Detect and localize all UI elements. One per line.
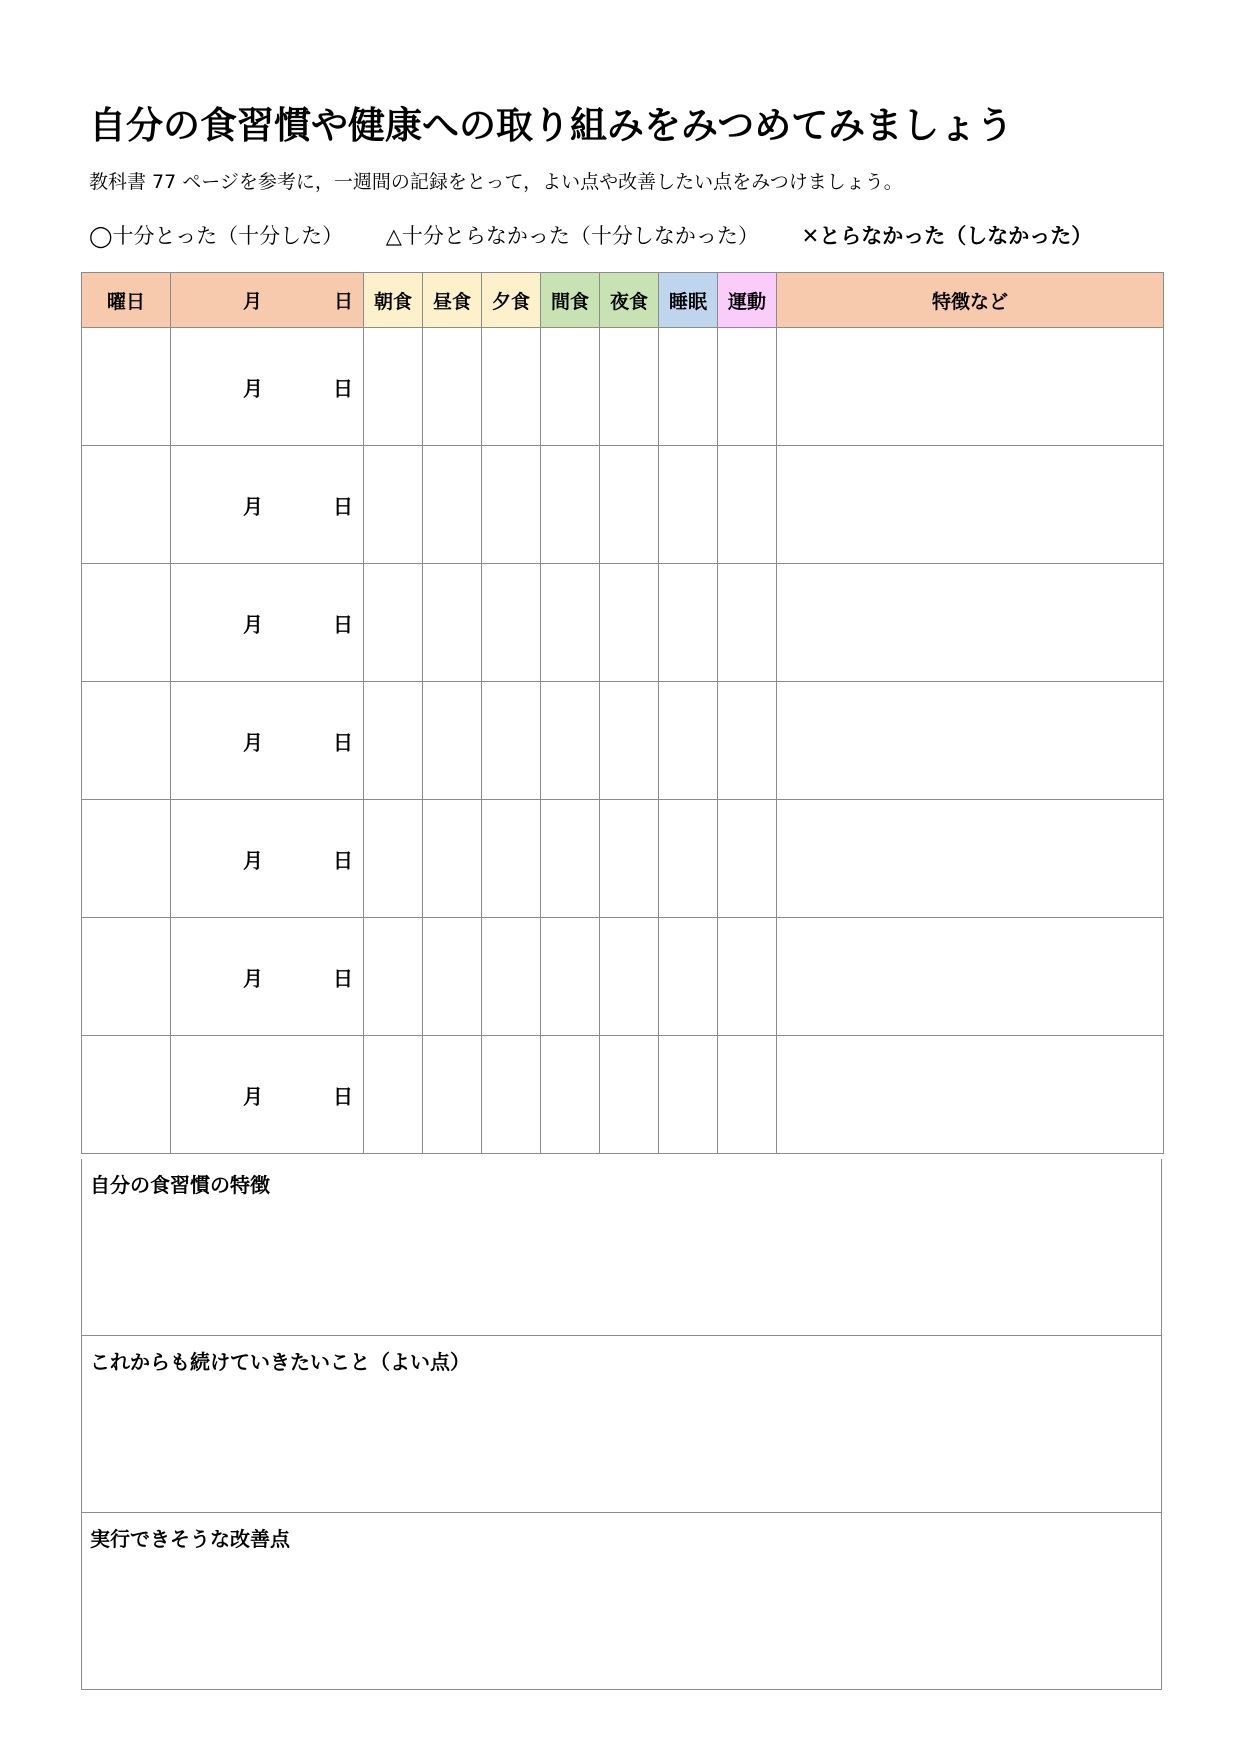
date-cell[interactable] <box>171 800 364 918</box>
late-meal-cell[interactable] <box>600 564 659 682</box>
notes-cell[interactable] <box>777 682 1164 800</box>
table-row <box>82 564 1164 682</box>
header-month: 月 <box>243 290 263 313</box>
month-label: 月 <box>243 966 263 990</box>
month-label: 月 <box>243 494 263 518</box>
day-label: 日 <box>333 848 353 872</box>
legend-bad: ✕とらなかった（しなかった） <box>801 224 1093 248</box>
sleep-cell[interactable] <box>659 918 718 1036</box>
notes-cell[interactable] <box>777 564 1164 682</box>
notes-cell[interactable] <box>777 446 1164 564</box>
month-label: 月 <box>243 730 263 754</box>
table-row <box>82 1036 1164 1154</box>
late-meal-cell[interactable] <box>600 446 659 564</box>
breakfast-cell[interactable] <box>364 328 423 446</box>
snack-cell[interactable] <box>541 564 600 682</box>
snack-cell[interactable] <box>541 918 600 1036</box>
snack-cell[interactable] <box>541 800 600 918</box>
dinner-cell[interactable] <box>482 328 541 446</box>
snack-cell[interactable] <box>541 1036 600 1154</box>
day-label: 日 <box>333 612 353 636</box>
day-label: 日 <box>333 376 353 400</box>
sleep-cell[interactable] <box>659 1036 718 1154</box>
notes-cell[interactable] <box>777 800 1164 918</box>
lunch-cell[interactable] <box>423 918 482 1036</box>
table-row <box>82 918 1164 1036</box>
table-row <box>82 682 1164 800</box>
weekly-record-table <box>81 272 1164 1154</box>
eating-habits-label: 自分の食習慣の特徴 <box>90 1173 270 1197</box>
keep-doing-label: これからも続けていきたいこと（よい点） <box>90 1350 470 1374</box>
dinner-cell[interactable] <box>482 564 541 682</box>
weekday-cell[interactable] <box>82 446 171 564</box>
late-meal-cell[interactable] <box>600 682 659 800</box>
dinner-cell[interactable] <box>482 682 541 800</box>
lunch-cell[interactable] <box>423 682 482 800</box>
lunch-cell[interactable] <box>423 328 482 446</box>
header-late-meal: 夜食 <box>600 273 659 328</box>
page-title: 自分の食習慣や健康への取り組みをみつめてみましょう <box>89 104 1014 147</box>
day-label: 日 <box>333 730 353 754</box>
late-meal-cell[interactable] <box>600 328 659 446</box>
late-meal-cell[interactable] <box>600 918 659 1036</box>
notes-cell[interactable] <box>777 328 1164 446</box>
header-lunch: 昼食 <box>423 273 482 328</box>
weekday-cell[interactable] <box>82 564 171 682</box>
sleep-cell[interactable] <box>659 564 718 682</box>
eating-habits-box[interactable] <box>81 1159 1162 1336</box>
month-label: 月 <box>243 848 263 872</box>
header-sleep: 睡眠 <box>659 273 718 328</box>
exercise-cell[interactable] <box>718 446 777 564</box>
breakfast-cell[interactable] <box>364 446 423 564</box>
date-cell[interactable] <box>171 918 364 1036</box>
breakfast-cell[interactable] <box>364 682 423 800</box>
weekday-cell[interactable] <box>82 800 171 918</box>
header-dinner: 夕食 <box>482 273 541 328</box>
breakfast-cell[interactable] <box>364 800 423 918</box>
header-notes: 特徴など <box>777 273 1164 328</box>
exercise-cell[interactable] <box>718 918 777 1036</box>
breakfast-cell[interactable] <box>364 564 423 682</box>
day-label: 日 <box>333 966 353 990</box>
dinner-cell[interactable] <box>482 800 541 918</box>
dinner-cell[interactable] <box>482 918 541 1036</box>
header-exercise: 運動 <box>718 273 777 328</box>
notes-cell[interactable] <box>777 1036 1164 1154</box>
date-cell[interactable] <box>171 682 364 800</box>
header-date <box>171 273 364 328</box>
lunch-cell[interactable] <box>423 800 482 918</box>
header-day: 日 <box>333 290 353 313</box>
improvements-label: 実行できそうな改善点 <box>90 1527 290 1551</box>
page-subtitle: 教科書 77 ページを参考に，一週間の記録をとって，よい点や改善したい点をみつけましょう。 <box>89 171 903 193</box>
snack-cell[interactable] <box>541 328 600 446</box>
exercise-cell[interactable] <box>718 1036 777 1154</box>
table-header-row <box>82 273 1164 328</box>
month-label: 月 <box>243 1084 263 1108</box>
weekday-cell[interactable] <box>82 328 171 446</box>
lunch-cell[interactable] <box>423 1036 482 1154</box>
dinner-cell[interactable] <box>482 1036 541 1154</box>
weekday-cell[interactable] <box>82 918 171 1036</box>
legend-good: ◯十分とった（十分した） <box>89 224 344 248</box>
snack-cell[interactable] <box>541 446 600 564</box>
month-label: 月 <box>243 612 263 636</box>
exercise-cell[interactable] <box>718 800 777 918</box>
sleep-cell[interactable] <box>659 800 718 918</box>
exercise-cell[interactable] <box>718 328 777 446</box>
lunch-cell[interactable] <box>423 564 482 682</box>
sleep-cell[interactable] <box>659 328 718 446</box>
day-label: 日 <box>333 494 353 518</box>
date-cell[interactable] <box>171 564 364 682</box>
late-meal-cell[interactable] <box>600 800 659 918</box>
lunch-cell[interactable] <box>423 446 482 564</box>
weekday-cell[interactable] <box>82 1036 171 1154</box>
sleep-cell[interactable] <box>659 682 718 800</box>
breakfast-cell[interactable] <box>364 1036 423 1154</box>
sleep-cell[interactable] <box>659 446 718 564</box>
header-weekday: 曜日 <box>82 273 171 328</box>
late-meal-cell[interactable] <box>600 1036 659 1154</box>
notes-cell[interactable] <box>777 918 1164 1036</box>
table-row <box>82 328 1164 446</box>
snack-cell[interactable] <box>541 682 600 800</box>
legend-fair: △十分とらなかった（十分しなかった） <box>385 224 759 248</box>
legend <box>89 220 1128 250</box>
exercise-cell[interactable] <box>718 564 777 682</box>
keep-doing-box[interactable] <box>81 1336 1162 1513</box>
date-cell[interactable] <box>171 1036 364 1154</box>
month-label: 月 <box>243 376 263 400</box>
improvements-box[interactable] <box>81 1513 1162 1690</box>
header-snack: 間食 <box>541 273 600 328</box>
weekday-cell[interactable] <box>82 682 171 800</box>
breakfast-cell[interactable] <box>364 918 423 1036</box>
table-row <box>82 446 1164 564</box>
dinner-cell[interactable] <box>482 446 541 564</box>
header-breakfast: 朝食 <box>364 273 423 328</box>
day-label: 日 <box>333 1084 353 1108</box>
exercise-cell[interactable] <box>718 682 777 800</box>
date-cell[interactable] <box>171 328 364 446</box>
date-cell[interactable] <box>171 446 364 564</box>
table-row <box>82 800 1164 918</box>
